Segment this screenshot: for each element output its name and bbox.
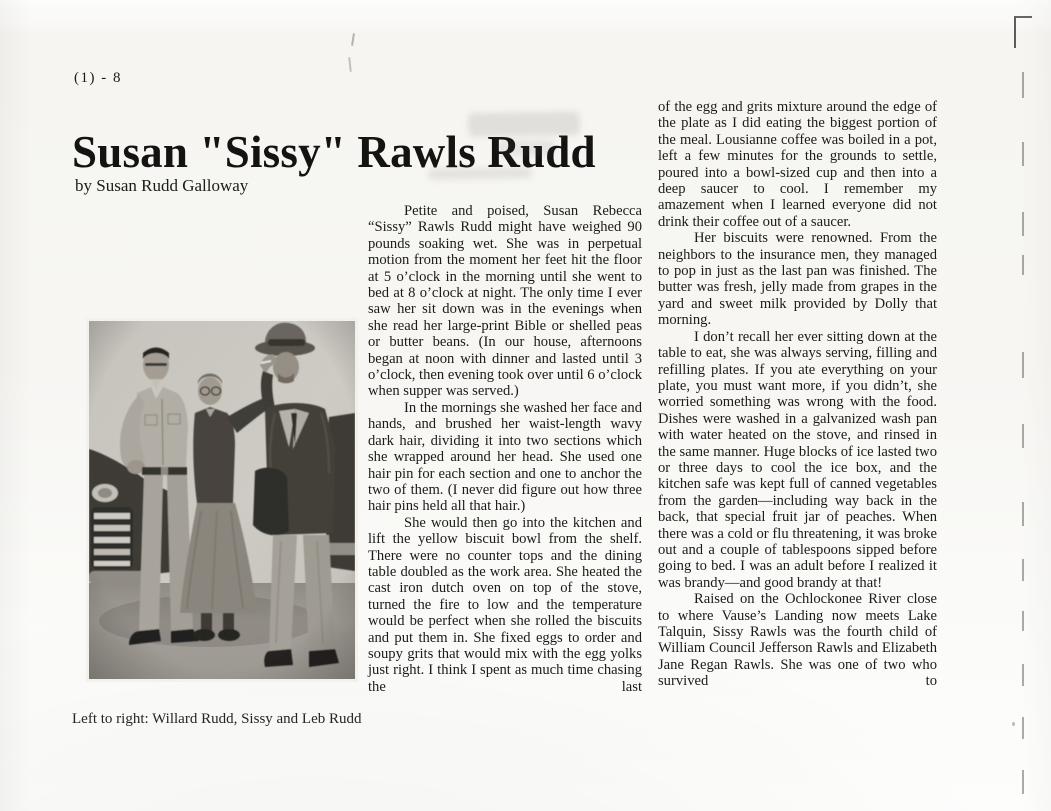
bleed-through-mark: [428, 167, 532, 180]
bleed-through-mark: [497, 139, 555, 156]
scan-edge-tick: [1022, 502, 1024, 526]
paragraph: In the mornings she washed her face and hands, and brushed her waist-length wavy dark hair, dividing it into two sections which she wrapped around her head. She used one hair pin for each section and one to anchor the two of them. (I never did figure out how three hair pins held all that hair.): [368, 399, 642, 515]
page-number: (1) - 8: [74, 70, 122, 86]
scan-squiggle-mark: [351, 33, 355, 46]
paragraph: Her biscuits were renowned. From the neighbors to the insurance men, they managed to pop in just as the last pan was finished. The butter was fresh, jelly made from grapes in the yard and sweet milk provided by Dolly that morning.: [658, 230, 937, 329]
paragraph: of the egg and grits mixture around the edge of the plate as I did eating the biggest portion of the meal. Lousianne coffee was boiled in a pot, left a few minutes for the grounds to settle, poured into a bowl-sized cup and then into a deep saucer to cool. I remember my amazement when I learned everyone did not drink their coffee out of a saucer.: [658, 99, 937, 230]
bleed-through-mark: [468, 111, 580, 137]
family-photo: [86, 318, 358, 682]
article-column-right: [658, 99, 937, 690]
scan-speck: [1012, 722, 1015, 726]
scan-corner-mark: [1014, 16, 1032, 48]
byline: by Susan Rudd Galloway: [75, 176, 249, 195]
scan-squiggle-mark: [348, 57, 352, 72]
article-column-middle: [368, 203, 642, 695]
scan-edge-tick: [1022, 424, 1024, 448]
article-title: Susan "Sissy" Rawls Rudd: [72, 127, 596, 178]
scan-edge-tick: [1022, 255, 1024, 275]
scan-edge-tick: [1022, 72, 1024, 98]
scan-edge-tick: [1022, 770, 1024, 794]
scan-edge-tick: [1022, 352, 1024, 378]
paragraph: Petite and poised, Susan Rebecca “Sissy” Rawls Rudd might have weighed 90 pounds soaking wet. She was in perpetual motion from the moment her feet hit the floor at 5 o’clock in the morning until she went to bed at 8 o’clock at night. The only time I ever saw her sit down was in the evenings when she read her large-print Bible or shelled peas or butter beans. (In our house, afternoons began at noon with dinner and lasted until 3 o’clock, then evening took over until 6 o’clock when supper was served.): [368, 203, 642, 400]
scan-edge-tick: [1022, 664, 1024, 686]
scan-edge-tick: [1022, 611, 1024, 631]
paragraph: She would then go into the kitchen and lift the yellow biscuit bowl from the shelf. There were no counter tops and the dining table doubled as the work area. She heated the cast iron dutch oven on top of the stove, turned the fire to low and the temperature would be perfect when she rolled the biscuits and put them in. She fixed eggs to order and soupy grits that would mix with the egg yolks just right. I think I spent as much time chasing the last: [368, 514, 642, 695]
scan-edge-tick: [1022, 212, 1024, 236]
scan-edge-tick: [1022, 559, 1024, 581]
paragraph: Raised on the Ochlockonee River close to where Vause’s Landing now meets Lake Talquin, Sissy Rawls was the fourth child of William Council Jefferson Rawls and Elizabeth Jane Regan Rawls. She was one of two who survived to: [658, 591, 937, 690]
paragraph: I don’t recall her ever sitting down at the table to eat, she was always serving, filling and refilling plates. If you ate everything on your plate, you must want more, if you didn’t, she worried something was wrong with the food. Dishes were washed in a galvanized wash pan with water heated on the stove, and rinsed in the same manner. Huge blocks of ice lasted two or three days to cool the ice box, and the kitchen safe was kept full of canned vegetables from the garden—including way back in the back, that special fruit jar of peaches. When there was a cold or flu threatening, it was broke out and a couple of tablespoons sipped before going to bed. I was an adult before I realized it was brandy—and good brandy at that!: [658, 328, 937, 591]
photo-caption: Left to right: Willard Rudd, Sissy and Leb Rudd: [72, 711, 362, 727]
scan-edge-tick: [1022, 717, 1024, 739]
family-photo-image: [89, 321, 355, 679]
scan-edge-tick: [1022, 142, 1024, 166]
